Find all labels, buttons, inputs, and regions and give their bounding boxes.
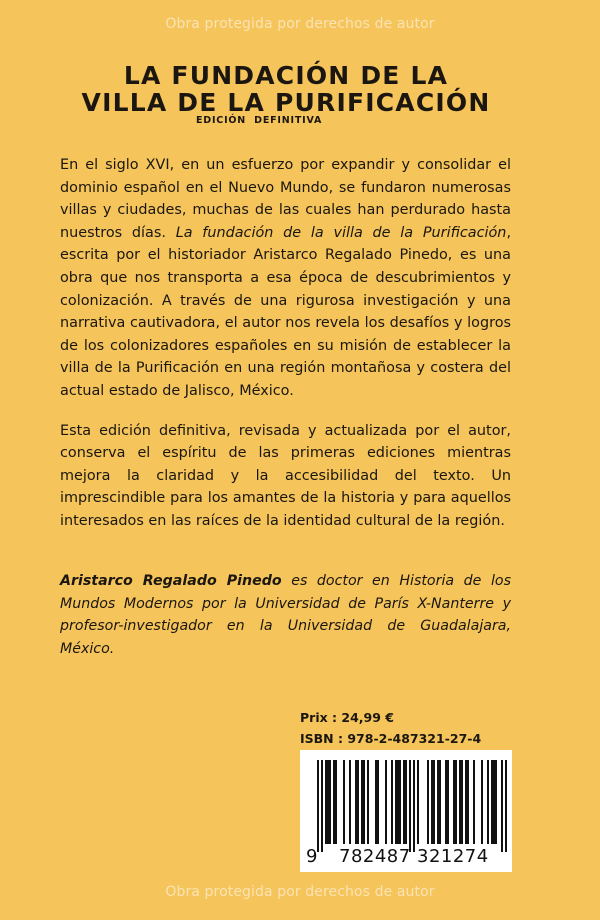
author-bio-text: es doctor en Historia de los Mundos Modernos por la Universidad de París X-Nanterre y profesor-investigador en la Universidad de Guadalajara, México. [60, 573, 511, 657]
book-title-inline: La fundación de la villa de la Purificación [175, 224, 507, 241]
barcode-bar [465, 760, 467, 844]
barcode-bar [417, 760, 419, 844]
barcode-digits-right: 321274 [417, 846, 489, 867]
barcode-bar [505, 760, 507, 852]
barcode-bar [399, 760, 401, 844]
barcode-bar [403, 760, 405, 844]
synopsis-text: En el siglo XVI, en un esfuerzo por expandir y consolidar el dominio español en el Nuevo Mundo, se fundaron numerosas villas y ciudades, muchas de las cuales han perdurado hasta nuestros días. [60, 157, 511, 241]
barcode-bar [385, 760, 387, 844]
barcode-bar [329, 760, 331, 844]
barcode-bar [447, 760, 449, 844]
barcode-bar [377, 760, 379, 844]
barcode-bar [455, 760, 457, 844]
barcode-bar [349, 760, 351, 844]
barcode-bar [445, 760, 447, 844]
barcode-bar [491, 760, 493, 844]
barcode-bar [437, 760, 439, 844]
barcode-bar [335, 760, 337, 844]
barcode-bar [397, 760, 399, 844]
barcode-bar [357, 760, 359, 844]
barcode-bar [431, 760, 433, 844]
copyright-watermark-top: Obra protegida por derechos de autor [165, 16, 435, 32]
barcode-digit-first: 9 [306, 846, 318, 867]
barcode-bar [481, 760, 483, 844]
barcode-bar [473, 760, 475, 844]
barcode-bar [427, 760, 429, 844]
barcode-bar [459, 760, 461, 844]
synopsis-paragraph-2: Esta edición definitiva, revisada y actualizada por el autor, conserva el espíritu de las primeras ediciones mientras mejora la claridad y la accesibilidad del texto. Un imprescindible para los amantes de la historia y para aquellos interesados en las raíces de la identidad cultural de la región. [60, 422, 511, 529]
barcode-bar [439, 760, 441, 844]
synopsis-paragraph-1 [60, 154, 511, 403]
barcode-bar [409, 760, 411, 852]
barcode-bar [361, 760, 363, 844]
author-bio [60, 570, 511, 660]
copyright-watermark-bottom: Obra protegida por derechos de autor [165, 884, 435, 900]
barcode-bar [343, 760, 345, 844]
barcode-bar [413, 760, 415, 852]
book-title-line-1: LA FUNDACIÓN DE LA [123, 61, 449, 90]
barcode-bar [325, 760, 327, 844]
barcode-bar [395, 760, 397, 844]
barcode-bar [495, 760, 497, 844]
barcode-bar [317, 760, 319, 852]
barcode-bar [461, 760, 463, 844]
barcode-bar [453, 760, 455, 844]
book-title-line-2: VILLA DE LA PURIFICACIÓN [81, 88, 491, 117]
synopsis-text: , escrita por el historiador Aristarco Regalado Pinedo, es una obra que nos transporta a esa época de descubrimientos y colonización. A través de una rigurosa investigación y una narrativa cautivadora, el autor nos revela los desafíos y logros de los colonizadores españoles en su misión de establecer la villa de la Purificación en una región montañosa y costera del actual estado de Jalisco, México. [60, 224, 512, 399]
book-title [0, 62, 572, 116]
barcode-bar [433, 760, 435, 844]
barcode-bar [467, 760, 469, 844]
barcode-bar [375, 760, 377, 844]
barcode-bar [363, 760, 365, 844]
author-name: Aristarco Regalado Pinedo [60, 573, 282, 589]
edition-label: EDICIÓN DEFINITIVA [196, 115, 323, 126]
barcode-bar [487, 760, 489, 844]
barcode [300, 750, 512, 872]
barcode-bar [391, 760, 393, 844]
barcode-bar [355, 760, 357, 844]
barcode-bar [405, 760, 407, 844]
isbn-label: ISBN : 978-2-487321-27-4 [300, 731, 482, 746]
barcode-bar [333, 760, 335, 844]
barcode-bar [501, 760, 503, 852]
barcode-bar [493, 760, 495, 844]
barcode-digits-left: 782487 [339, 846, 411, 867]
price-label: Prix : 24,99 € [300, 710, 394, 725]
barcode-bar [327, 760, 329, 844]
barcode-bar [367, 760, 369, 844]
synopsis [60, 154, 511, 533]
barcode-bar [321, 760, 323, 852]
